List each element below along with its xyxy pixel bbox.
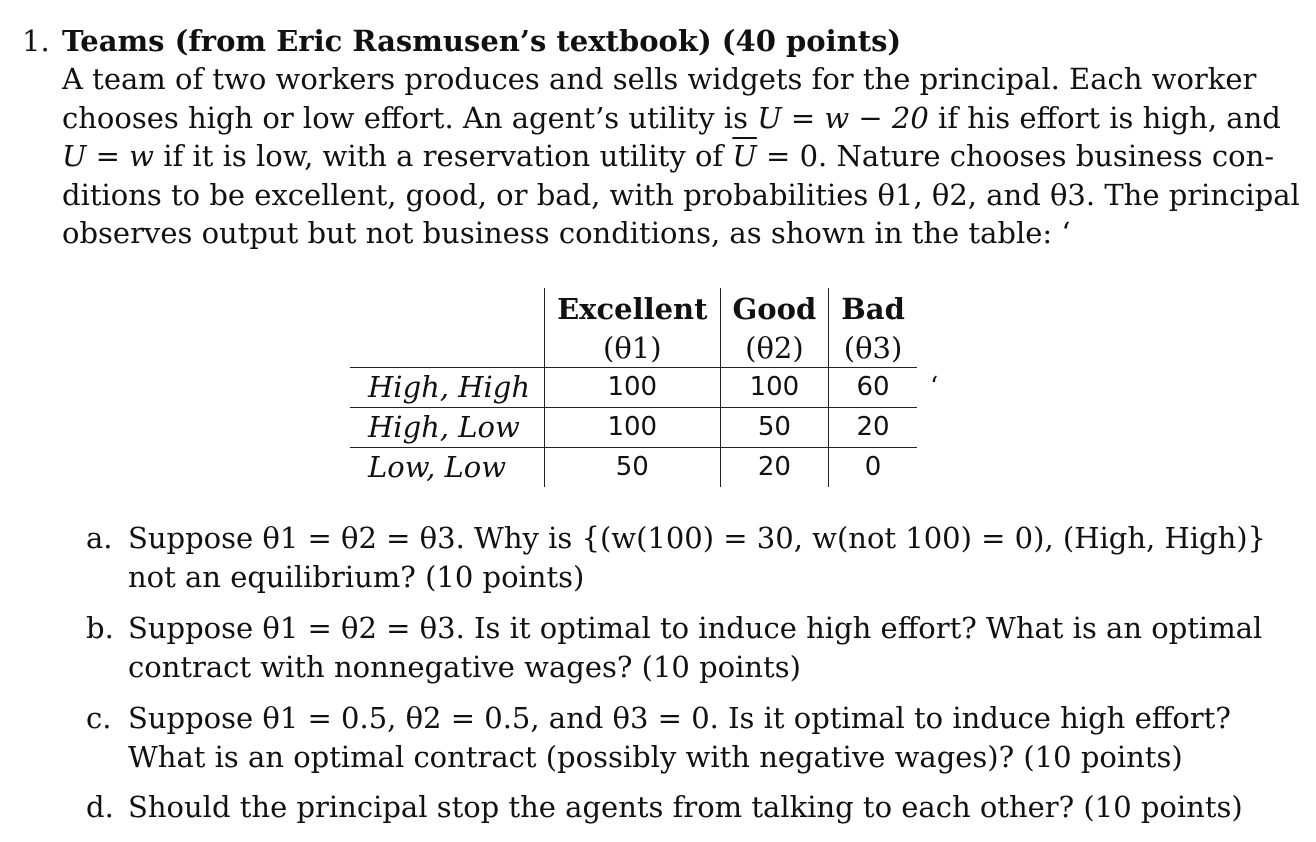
body-line-3: U = w if it is low, with a reservation utility of $\overline{U} = 0$. Nature chooses business con-	[62, 139, 1275, 174]
part-c	[86, 699, 1234, 776]
col-sub-theta1: (θ1)	[545, 329, 720, 368]
reservation-utility-symbol: $\overline{U}$	[732, 139, 757, 174]
part-a-line-2: not an equilibrium? (10 points)	[128, 559, 585, 594]
col-header-good: Good	[720, 288, 829, 329]
question-body	[62, 60, 1300, 253]
utility-high-formula: U = w − 20	[757, 100, 929, 135]
table-header-row	[350, 288, 917, 329]
col-header-excellent: Excellent	[545, 288, 720, 329]
table-cell: 50	[545, 448, 720, 488]
table-trailing-mark: ‘	[930, 372, 939, 402]
table-cell: 0	[829, 448, 917, 488]
table-cell: 100	[545, 408, 720, 448]
question-title: Teams (from Eric Rasmusen’s textbook) (40 points)	[62, 24, 902, 58]
table-cell: 20	[829, 408, 917, 448]
table-row	[350, 368, 917, 408]
part-b	[86, 609, 1263, 686]
body-line-4: ditions to be excellent, good, or bad, with probabilities θ1, θ2, and θ3. The principal	[62, 177, 1300, 212]
table-row	[350, 408, 917, 448]
part-c-line-1: Suppose θ1 = 0.5, θ2 = 0.5, and θ3 = 0. Is it optimal to induce high effort?	[128, 701, 1231, 735]
body-line-1: A team of two workers produces and sells widgets for the principal. Each worker	[62, 62, 1257, 96]
part-b-line-1: Suppose θ1 = θ2 = θ3. Is it optimal to induce high effort? What is an optimal	[128, 611, 1263, 645]
table-cell: 60	[829, 368, 917, 408]
row-label: High, Low	[350, 408, 545, 448]
table-cell: 20	[720, 448, 829, 488]
table-cell: 100	[720, 368, 829, 408]
body-line-2: chooses high or low effort. An agent’s utility is U = w − 20 if his effort is high, and	[62, 100, 1281, 135]
part-a	[86, 519, 1267, 596]
part-a-label: a.	[86, 521, 113, 555]
part-a-line-1: Suppose θ1 = θ2 = θ3. Why is {(w(100) = 30, w(not 100) = 0), (High, High)}	[128, 521, 1267, 555]
part-d-label: d.	[86, 790, 114, 824]
col-header-bad: Bad	[829, 288, 917, 329]
question-heading	[22, 22, 901, 60]
part-b-line-2: contract with nonnegative wages? (10 points)	[128, 649, 801, 684]
reservation-utility-value: = 0.	[756, 139, 828, 174]
output-table	[350, 288, 917, 487]
table-cell: 50	[720, 408, 829, 448]
body-line-5: observes output but not business conditions, as shown in the table: ‘	[62, 216, 1071, 251]
col-sub-theta2: (θ2)	[720, 329, 829, 368]
utility-low-formula: U = w	[62, 139, 154, 174]
table-subheader-row	[350, 329, 917, 368]
table-cell: 100	[545, 368, 720, 408]
col-sub-theta3: (θ3)	[829, 329, 917, 368]
row-label: Low, Low	[368, 450, 507, 484]
part-c-label: c.	[86, 701, 112, 735]
table-row	[350, 448, 917, 488]
part-b-label: b.	[86, 611, 114, 645]
question-number: 1.	[22, 24, 50, 58]
part-c-line-2: What is an optimal contract (possibly with negative wages)? (10 points)	[128, 739, 1183, 774]
theta-probabilities: θ1, θ2, and θ3.	[877, 177, 1096, 212]
part-d-line-1: Should the principal stop the agents from talking to each other? (10 points)	[128, 790, 1243, 824]
row-label: High, High	[350, 368, 545, 408]
part-d	[86, 788, 1243, 827]
